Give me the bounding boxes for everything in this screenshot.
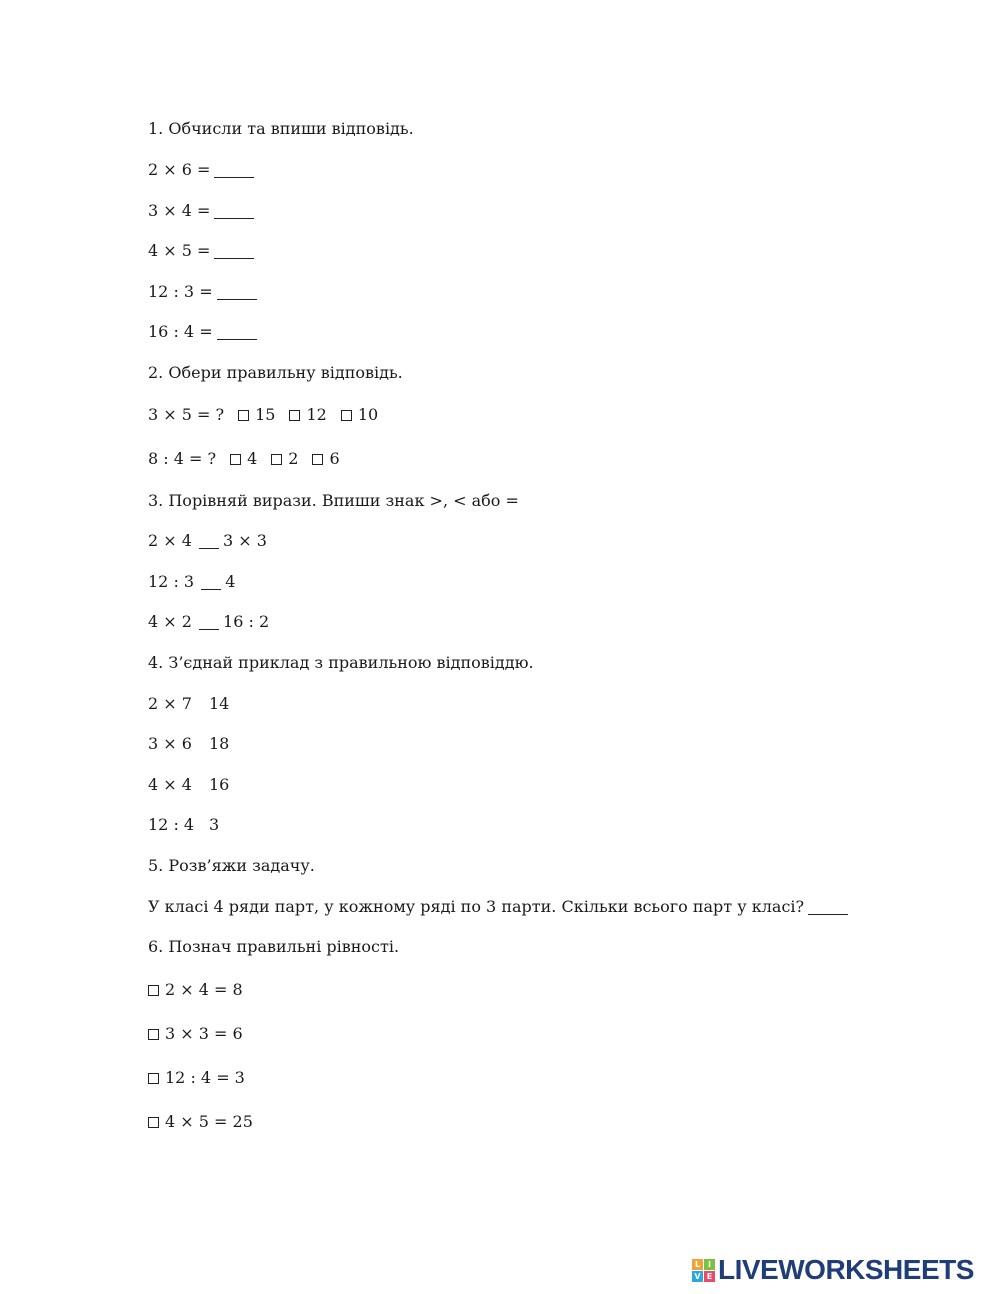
equation: 2 × 4 = 8: [165, 980, 243, 999]
match-expr[interactable]: 3 × 6: [148, 734, 192, 753]
q6-item-3: [148, 1068, 245, 1088]
q1-expr: 4 × 5 =: [148, 241, 211, 260]
q3-title: 3. Порівняй вирази. Впиши знак >, < або =: [148, 491, 519, 510]
option[interactable]: [230, 449, 257, 468]
q1-expr: 16 : 4 =: [148, 322, 213, 341]
logo-block: L: [692, 1259, 703, 1270]
problem-text: У класі 4 ряди парт, у кожному ряді по 3 парти. Скільки всього парт у класі?: [148, 897, 805, 916]
option-label: 6: [329, 449, 340, 468]
answer-blank[interactable]: [214, 203, 254, 219]
q1-expr: 2 × 6 =: [148, 160, 211, 179]
q4-row-3: [148, 775, 230, 795]
answer-blank[interactable]: [214, 162, 254, 178]
q1-item-4: [148, 282, 257, 302]
answer-blank[interactable]: [214, 243, 254, 259]
match-expr[interactable]: 4 × 4: [148, 775, 192, 794]
q1-expr: 3 × 4 =: [148, 201, 211, 220]
q2-expr: 3 × 5 = ?: [148, 405, 225, 424]
left-expr: 2 × 4: [148, 531, 192, 550]
compare-blank[interactable]: [199, 614, 219, 630]
option[interactable]: [238, 405, 275, 424]
match-expr[interactable]: 12 : 4: [148, 815, 195, 834]
left-expr: 12 : 3: [148, 572, 195, 591]
compare-blank[interactable]: [199, 533, 219, 549]
answer-blank[interactable]: [217, 284, 257, 300]
equation: 12 : 4 = 3: [165, 1068, 245, 1087]
logo-block: I: [704, 1259, 715, 1270]
answer-blank[interactable]: [808, 899, 848, 915]
q4-title: 4. З’єднай приклад з правильною відповіддю.: [148, 653, 534, 672]
logo-text: LIVEWORKSHEETS: [718, 1254, 974, 1285]
q2-expr: 8 : 4 = ?: [148, 449, 217, 468]
q3-row-2: [148, 572, 235, 592]
match-answer[interactable]: 14: [209, 694, 230, 713]
right-expr: 3 × 3: [223, 531, 267, 550]
logo-blocks-icon: [692, 1259, 715, 1282]
match-expr[interactable]: 2 × 7: [148, 694, 192, 713]
q4-row-4: [148, 815, 220, 835]
q5-problem: [148, 897, 848, 917]
q2-row-1: [148, 405, 378, 425]
q6-item-1: [148, 980, 243, 1000]
match-answer[interactable]: 18: [209, 734, 230, 753]
logo-block: E: [704, 1271, 715, 1282]
match-answer[interactable]: 3: [209, 815, 220, 834]
answer-blank[interactable]: [217, 324, 257, 340]
equation: 4 × 5 = 25: [165, 1112, 253, 1131]
compare-blank[interactable]: [201, 574, 221, 590]
logo-block: V: [692, 1271, 703, 1282]
right-expr: 4: [225, 572, 236, 591]
q1-item-3: [148, 241, 254, 261]
checkbox[interactable]: [148, 1029, 159, 1040]
checkbox[interactable]: [271, 454, 282, 465]
checkbox[interactable]: [230, 454, 241, 465]
option-label: 12: [306, 405, 327, 424]
checkbox[interactable]: [341, 410, 352, 421]
option-label: 15: [255, 405, 276, 424]
q5-title: 5. Розв’яжи задачу.: [148, 856, 315, 875]
checkbox[interactable]: [148, 985, 159, 996]
q6-item-4: [148, 1112, 253, 1132]
option[interactable]: [341, 405, 378, 424]
option[interactable]: [312, 449, 339, 468]
checkbox[interactable]: [148, 1073, 159, 1084]
checkbox[interactable]: [238, 410, 249, 421]
checkbox[interactable]: [148, 1117, 159, 1128]
q1-title: 1. Обчисли та впиши відповідь.: [148, 119, 414, 138]
option-label: 4: [247, 449, 258, 468]
option[interactable]: [289, 405, 326, 424]
q4-row-2: [148, 734, 230, 754]
right-expr: 16 : 2: [223, 612, 270, 631]
q3-row-3: [148, 612, 269, 632]
q1-expr: 12 : 3 =: [148, 282, 213, 301]
left-expr: 4 × 2: [148, 612, 192, 631]
q6-item-2: [148, 1024, 243, 1044]
q1-item-5: [148, 322, 257, 342]
q4-row-1: [148, 694, 230, 714]
option[interactable]: [271, 449, 298, 468]
liveworksheets-logo: [692, 1255, 974, 1285]
equation: 3 × 3 = 6: [165, 1024, 243, 1043]
option-label: 2: [288, 449, 299, 468]
q6-title: 6. Познач правильні рівності.: [148, 937, 400, 956]
match-answer[interactable]: 16: [209, 775, 230, 794]
q2-title: 2. Обери правильну відповідь.: [148, 363, 403, 382]
option-label: 10: [357, 405, 379, 424]
q3-row-1: [148, 531, 267, 551]
q2-row-2: [148, 449, 340, 469]
q1-item-2: [148, 201, 254, 221]
q1-item-1: [148, 160, 254, 180]
checkbox[interactable]: [312, 454, 323, 465]
checkbox[interactable]: [289, 410, 300, 421]
